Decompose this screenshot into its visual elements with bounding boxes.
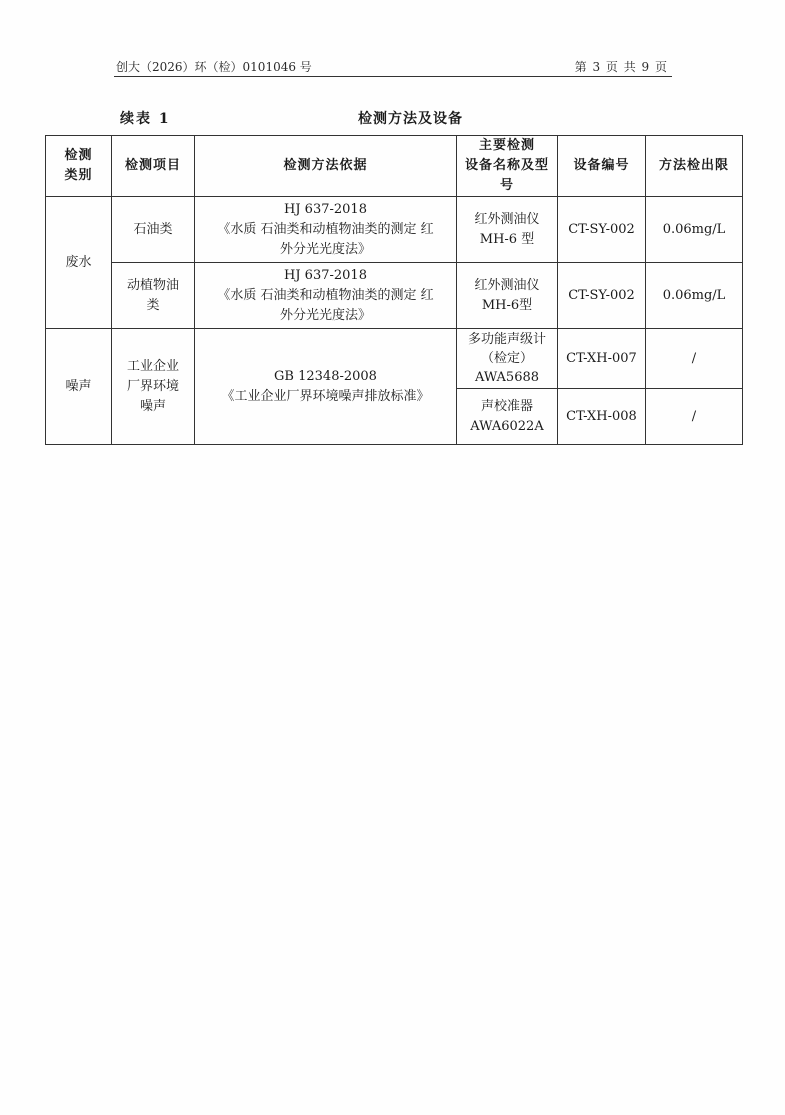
column-header-category: 检测 类别 [46,136,112,197]
limit-cell: 0.06mg/L [646,263,743,329]
method-cell: HJ 637-2018 《水质 石油类和动植物油类的测定 红 外分光光度法》 [195,197,457,263]
table-continued-label: 续表 1 [120,111,171,127]
report-number: 创大（2026）环（检）0101046 号 [116,60,312,74]
table-row [46,197,743,263]
limit-cell: / [646,389,743,445]
category-cell: 噪声 [46,329,112,445]
column-header-method: 检测方法依据 [195,136,457,197]
page-number: 第 3 页 共 9 页 [574,60,668,74]
device-code-cell: CT-XH-007 [558,329,646,389]
item-cell: 石油类 [112,197,195,263]
device-code-cell: CT-XH-008 [558,389,646,445]
device-cell: 多功能声级计 （检定） AWA5688 [457,329,558,389]
method-cell: HJ 637-2018 《水质 石油类和动植物油类的测定 红 外分光光度法》 [195,263,457,329]
device-code-cell: CT-SY-002 [558,197,646,263]
device-code-cell: CT-SY-002 [558,263,646,329]
method-cell: GB 12348-2008 《工业企业厂界环境噪声排放标准》 [195,329,457,445]
column-header-device-code: 设备编号 [558,136,646,197]
limit-cell: / [646,329,743,389]
page-header [116,58,668,76]
table-row [46,263,743,329]
methods-table [45,135,743,445]
device-cell: 声校准器 AWA6022A [457,389,558,445]
table-title: 检测方法及设备 [358,111,463,127]
device-cell: 红外测油仪 MH-6型 [457,263,558,329]
device-cell: 红外测油仪 MH-6 型 [457,197,558,263]
item-cell: 动植物油 类 [112,263,195,329]
column-header-device: 主要检测 设备名称及型号 [457,136,558,197]
category-cell: 废水 [46,197,112,329]
table-header-row [46,136,743,197]
column-header-limit: 方法检出限 [646,136,743,197]
table-row [46,329,743,389]
limit-cell: 0.06mg/L [646,197,743,263]
header-divider [114,76,672,77]
column-header-item: 检测项目 [112,136,195,197]
item-cell: 工业企业 厂界环境 噪声 [112,329,195,445]
